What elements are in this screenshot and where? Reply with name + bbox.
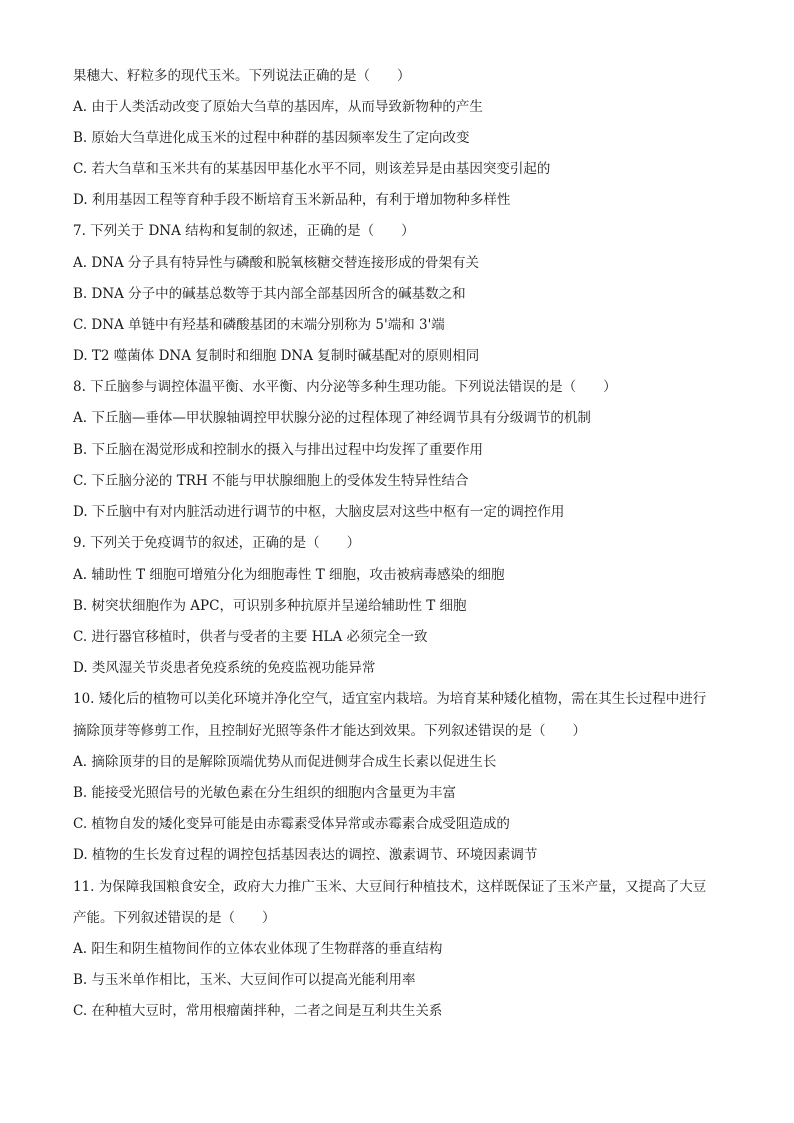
option-d: D. T2 噬菌体 DNA 复制时和细胞 DNA 复制时碱基配对的原则相同 xyxy=(73,348,480,364)
option-b: B. DNA 分子中的碱基总数等于其内部全部基因所含的碱基数之和 xyxy=(73,286,466,302)
question-10: 10. 矮化后的植物可以美化环境并净化空气，适宜室内栽培。为培育某种矮化植物，需在其生长过程中进行 xyxy=(73,691,707,707)
option-c: C. 进行器官移植时，供者与受者的主要 HLA 必须完全一致 xyxy=(73,629,428,645)
option-c: C. 下丘脑分泌的 TRH 不能与甲状腺细胞上的受体发生特异性结合 xyxy=(73,473,469,489)
option-c: C. 在种植大豆时，常用根瘤菌拌种，二者之间是互利共生关系 xyxy=(73,1003,443,1019)
option-b: B. 能接受光照信号的光敏色素在分生组织的细胞内含量更为丰富 xyxy=(73,785,457,801)
option-d: D. 利用基因工程等育种手段不断培育玉米新品种，有利于增加物种多样性 xyxy=(73,192,511,208)
question-8: 8. 下丘脑参与调控体温平衡、水平衡、内分泌等多种生理功能。下列说法错误的是（ ） xyxy=(73,379,617,395)
question-11-continued: 产能。下列叙述错误的是（ ） xyxy=(73,910,276,926)
option-b: B. 下丘脑在渴觉形成和控制水的摄入与排出过程中均发挥了重要作用 xyxy=(73,442,484,458)
option-c: C. 植物自发的矮化变异可能是由赤霉素受体异常或赤霉素合成受阻造成的 xyxy=(73,816,510,832)
option-a: A. DNA 分子具有特异性与磷酸和脱氧核糖交替连接形成的骨架有关 xyxy=(73,255,480,271)
question-10-continued: 摘除顶芽等修剪工作，且控制好光照等条件才能达到效果。下列叙述错误的是（ ） xyxy=(73,723,586,739)
option-a: A. 摘除顶芽的目的是解除顶端优势从而促进侧芽合成生长素以促进生长 xyxy=(73,754,497,770)
option-a: A. 下丘脑—垂体—甲状腺轴调控甲状腺分泌的过程体现了神经调节具有分级调节的机制 xyxy=(73,410,591,426)
question-7: 7. 下列关于 DNA 结构和复制的叙述，正确的是（ ） xyxy=(73,223,415,239)
option-a: A. 辅助性 T 细胞可增殖分化为细胞毒性 T 细胞，攻击被病毒感染的细胞 xyxy=(73,567,505,583)
text-line: 果穗大、籽粒多的现代玉米。下列说法正确的是（ ） xyxy=(73,68,411,84)
question-11: 11. 为保障我国粮食安全，政府大力推广玉米、大豆间行种植技术，这样既保证了玉米产量，又提高了大豆 xyxy=(73,879,707,895)
option-d: D. 下丘脑中有对内脏活动进行调节的中枢，大脑皮层对这些中枢有一定的调控作用 xyxy=(73,504,565,520)
option-b: B. 树突状细胞作为 APC，可识别多种抗原并呈递给辅助性 T 细胞 xyxy=(73,598,467,614)
option-a: A. 阳生和阴生植物间作的立体农业体现了生物群落的垂直结构 xyxy=(73,941,443,957)
option-b: B. 与玉米单作相比，玉米、大豆间作可以提高光能利用率 xyxy=(73,972,416,988)
option-d: D. 类风湿关节炎患者免疫系统的免疫监视功能异常 xyxy=(73,660,376,676)
question-9: 9. 下列关于免疫调节的叙述，正确的是（ ） xyxy=(73,535,361,551)
option-d: D. 植物的生长发育过程的调控包括基因表达的调控、激素调节、环境因素调节 xyxy=(73,847,538,863)
option-c: C. 若大刍草和玉米共有的某基因甲基化水平不同，则该差异是由基因突变引起的 xyxy=(73,161,551,177)
option-c: C. DNA 单链中有羟基和磷酸基团的末端分别称为 5'端和 3'端 xyxy=(73,317,445,333)
option-a: A. 由于人类活动改变了原始大刍草的基因库，从而导致新物种的产生 xyxy=(73,99,483,115)
option-b: B. 原始大刍草进化成玉米的过程中种群的基因频率发生了定向改变 xyxy=(73,130,470,146)
